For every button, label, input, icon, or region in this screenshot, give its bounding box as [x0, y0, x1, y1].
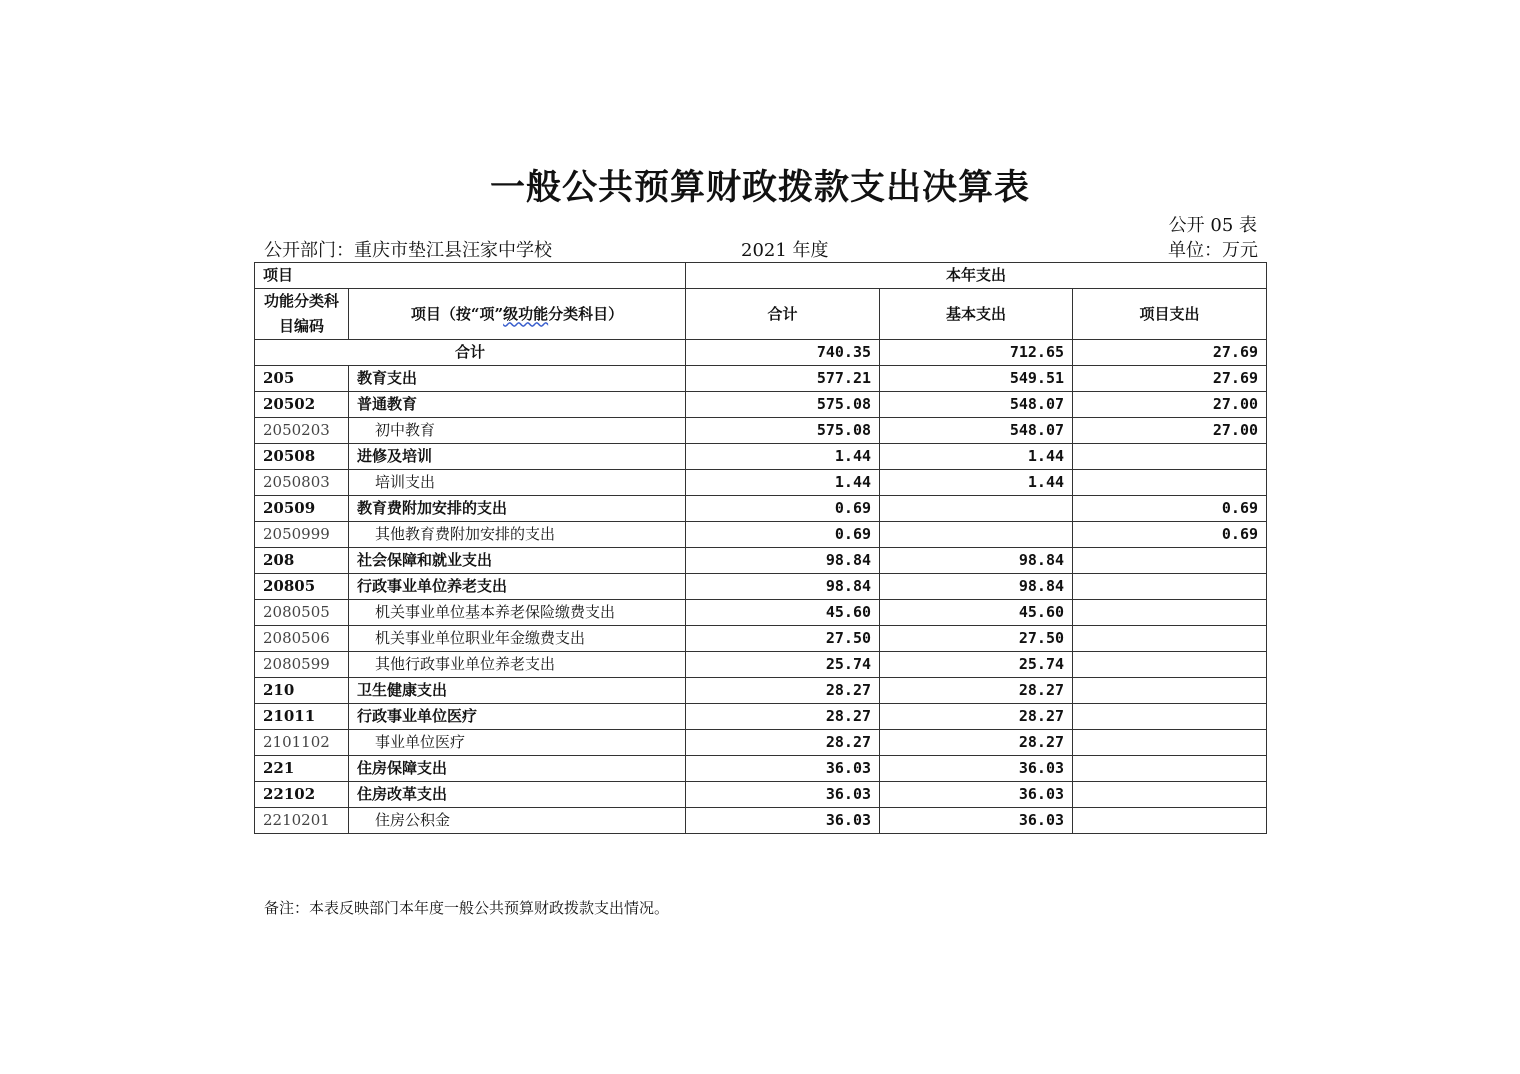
row-code: 2101102: [255, 730, 349, 756]
header-item: 项目: [255, 263, 686, 289]
footnote: 备注：本表反映部门本年度一般公共预算财政拨款支出情况。: [264, 899, 670, 917]
row-name: 其他教育费附加安排的支出: [349, 522, 686, 548]
row-code: 2080505: [255, 600, 349, 626]
row-project: [1073, 600, 1267, 626]
summary-total: 740.35: [686, 340, 880, 366]
table-row: [255, 444, 1267, 470]
table-row: [255, 652, 1267, 678]
form-number: 公开 05 表: [1168, 215, 1257, 236]
row-total: 36.03: [686, 782, 880, 808]
summary-project: 27.69: [1073, 340, 1267, 366]
row-basic: [880, 522, 1073, 548]
header-name-prefix: 项目（按“项”: [410, 304, 504, 323]
row-code: 2050203: [255, 418, 349, 444]
row-name: 住房保障支出: [349, 756, 686, 782]
row-name: 事业单位医疗: [349, 730, 686, 756]
row-code: 22102: [255, 782, 349, 808]
summary-label: 合计: [255, 340, 686, 366]
summary-basic: 712.65: [880, 340, 1073, 366]
row-project: [1073, 704, 1267, 730]
row-basic: 28.27: [880, 704, 1073, 730]
row-name: 培训支出: [349, 470, 686, 496]
row-code: 208: [255, 548, 349, 574]
row-name: 行政事业单位养老支出: [349, 574, 686, 600]
row-code: 210: [255, 678, 349, 704]
row-project: 27.00: [1073, 392, 1267, 418]
header-name-suffix: 分类科目）: [548, 304, 624, 323]
table-row: [255, 600, 1267, 626]
row-code: 20508: [255, 444, 349, 470]
row-name: 社会保障和就业支出: [349, 548, 686, 574]
row-basic: 1.44: [880, 470, 1073, 496]
row-total: 36.03: [686, 808, 880, 834]
row-name: 行政事业单位医疗: [349, 704, 686, 730]
row-project: [1073, 626, 1267, 652]
row-name: 进修及培训: [349, 444, 686, 470]
table-row: [255, 548, 1267, 574]
table-row: [255, 418, 1267, 444]
row-basic: 1.44: [880, 444, 1073, 470]
row-total: 1.44: [686, 470, 880, 496]
row-code: 2080506: [255, 626, 349, 652]
table-row: [255, 730, 1267, 756]
header-name-wavy: 级功能: [503, 304, 549, 323]
table-row: [255, 496, 1267, 522]
row-project: [1073, 678, 1267, 704]
row-total: 577.21: [686, 366, 880, 392]
header-name: [349, 289, 686, 340]
unit-label: 单位：万元: [1168, 240, 1258, 261]
header-row-main: [255, 289, 1267, 340]
row-total: 36.03: [686, 756, 880, 782]
row-name: 其他行政事业单位养老支出: [349, 652, 686, 678]
table-row: [255, 522, 1267, 548]
row-code: 21011: [255, 704, 349, 730]
row-code: 205: [255, 366, 349, 392]
row-basic: 45.60: [880, 600, 1073, 626]
meta-row: [264, 236, 1258, 262]
row-total: 27.50: [686, 626, 880, 652]
table-row: [255, 392, 1267, 418]
header-total: 合计: [686, 289, 880, 340]
row-project: [1073, 548, 1267, 574]
row-name: 教育费附加安排的支出: [349, 496, 686, 522]
row-basic: 36.03: [880, 782, 1073, 808]
table-row: [255, 782, 1267, 808]
row-total: 0.69: [686, 522, 880, 548]
row-basic: 548.07: [880, 418, 1073, 444]
row-project: 0.69: [1073, 522, 1267, 548]
header-project: 项目支出: [1073, 289, 1267, 340]
row-basic: 25.74: [880, 652, 1073, 678]
table-row: [255, 470, 1267, 496]
page-title: 一般公共预算财政拨款支出决算表: [489, 168, 1030, 208]
row-name: 卫生健康支出: [349, 678, 686, 704]
header-current-year: 本年支出: [686, 263, 1267, 289]
row-total: 0.69: [686, 496, 880, 522]
row-code: 221: [255, 756, 349, 782]
row-basic: 98.84: [880, 574, 1073, 600]
row-basic: [880, 496, 1073, 522]
row-total: 575.08: [686, 418, 880, 444]
row-basic: 28.27: [880, 730, 1073, 756]
row-name: 普通教育: [349, 392, 686, 418]
row-code: 2050803: [255, 470, 349, 496]
row-project: [1073, 470, 1267, 496]
row-total: 28.27: [686, 730, 880, 756]
table-row: [255, 574, 1267, 600]
row-code: 20502: [255, 392, 349, 418]
row-total: 98.84: [686, 574, 880, 600]
row-project: [1073, 652, 1267, 678]
row-code: 20805: [255, 574, 349, 600]
year-label: 2021 年度: [741, 240, 829, 261]
table-row: [255, 366, 1267, 392]
row-name: 机关事业单位基本养老保险缴费支出: [349, 600, 686, 626]
row-name: 初中教育: [349, 418, 686, 444]
row-name: 住房公积金: [349, 808, 686, 834]
header-code: 功能分类科目编码: [255, 289, 349, 340]
row-name: 教育支出: [349, 366, 686, 392]
row-total: 25.74: [686, 652, 880, 678]
row-basic: 549.51: [880, 366, 1073, 392]
row-total: 1.44: [686, 444, 880, 470]
row-project: 27.00: [1073, 418, 1267, 444]
row-basic: 27.50: [880, 626, 1073, 652]
row-total: 28.27: [686, 704, 880, 730]
department-label: 公开部门：重庆市垫江县汪家中学校: [264, 240, 552, 261]
row-name: 住房改革支出: [349, 782, 686, 808]
table-row: [255, 808, 1267, 834]
row-total: 45.60: [686, 600, 880, 626]
row-basic: 28.27: [880, 678, 1073, 704]
table-row: [255, 756, 1267, 782]
row-project: [1073, 756, 1267, 782]
budget-table: [254, 262, 1267, 834]
table-row: [255, 704, 1267, 730]
row-basic: 36.03: [880, 756, 1073, 782]
summary-row: [255, 340, 1267, 366]
row-project: 27.69: [1073, 366, 1267, 392]
header-row-top: [255, 263, 1267, 289]
table-row: [255, 626, 1267, 652]
row-code: 2050999: [255, 522, 349, 548]
row-project: [1073, 574, 1267, 600]
row-project: 0.69: [1073, 496, 1267, 522]
row-code: 20509: [255, 496, 349, 522]
row-project: [1073, 808, 1267, 834]
row-basic: 36.03: [880, 808, 1073, 834]
header-basic: 基本支出: [880, 289, 1073, 340]
row-total: 98.84: [686, 548, 880, 574]
row-basic: 548.07: [880, 392, 1073, 418]
row-total: 575.08: [686, 392, 880, 418]
row-project: [1073, 782, 1267, 808]
row-project: [1073, 730, 1267, 756]
row-project: [1073, 444, 1267, 470]
table-row: [255, 678, 1267, 704]
row-code: 2210201: [255, 808, 349, 834]
row-name: 机关事业单位职业年金缴费支出: [349, 626, 686, 652]
row-basic: 98.84: [880, 548, 1073, 574]
row-total: 28.27: [686, 678, 880, 704]
row-code: 2080599: [255, 652, 349, 678]
